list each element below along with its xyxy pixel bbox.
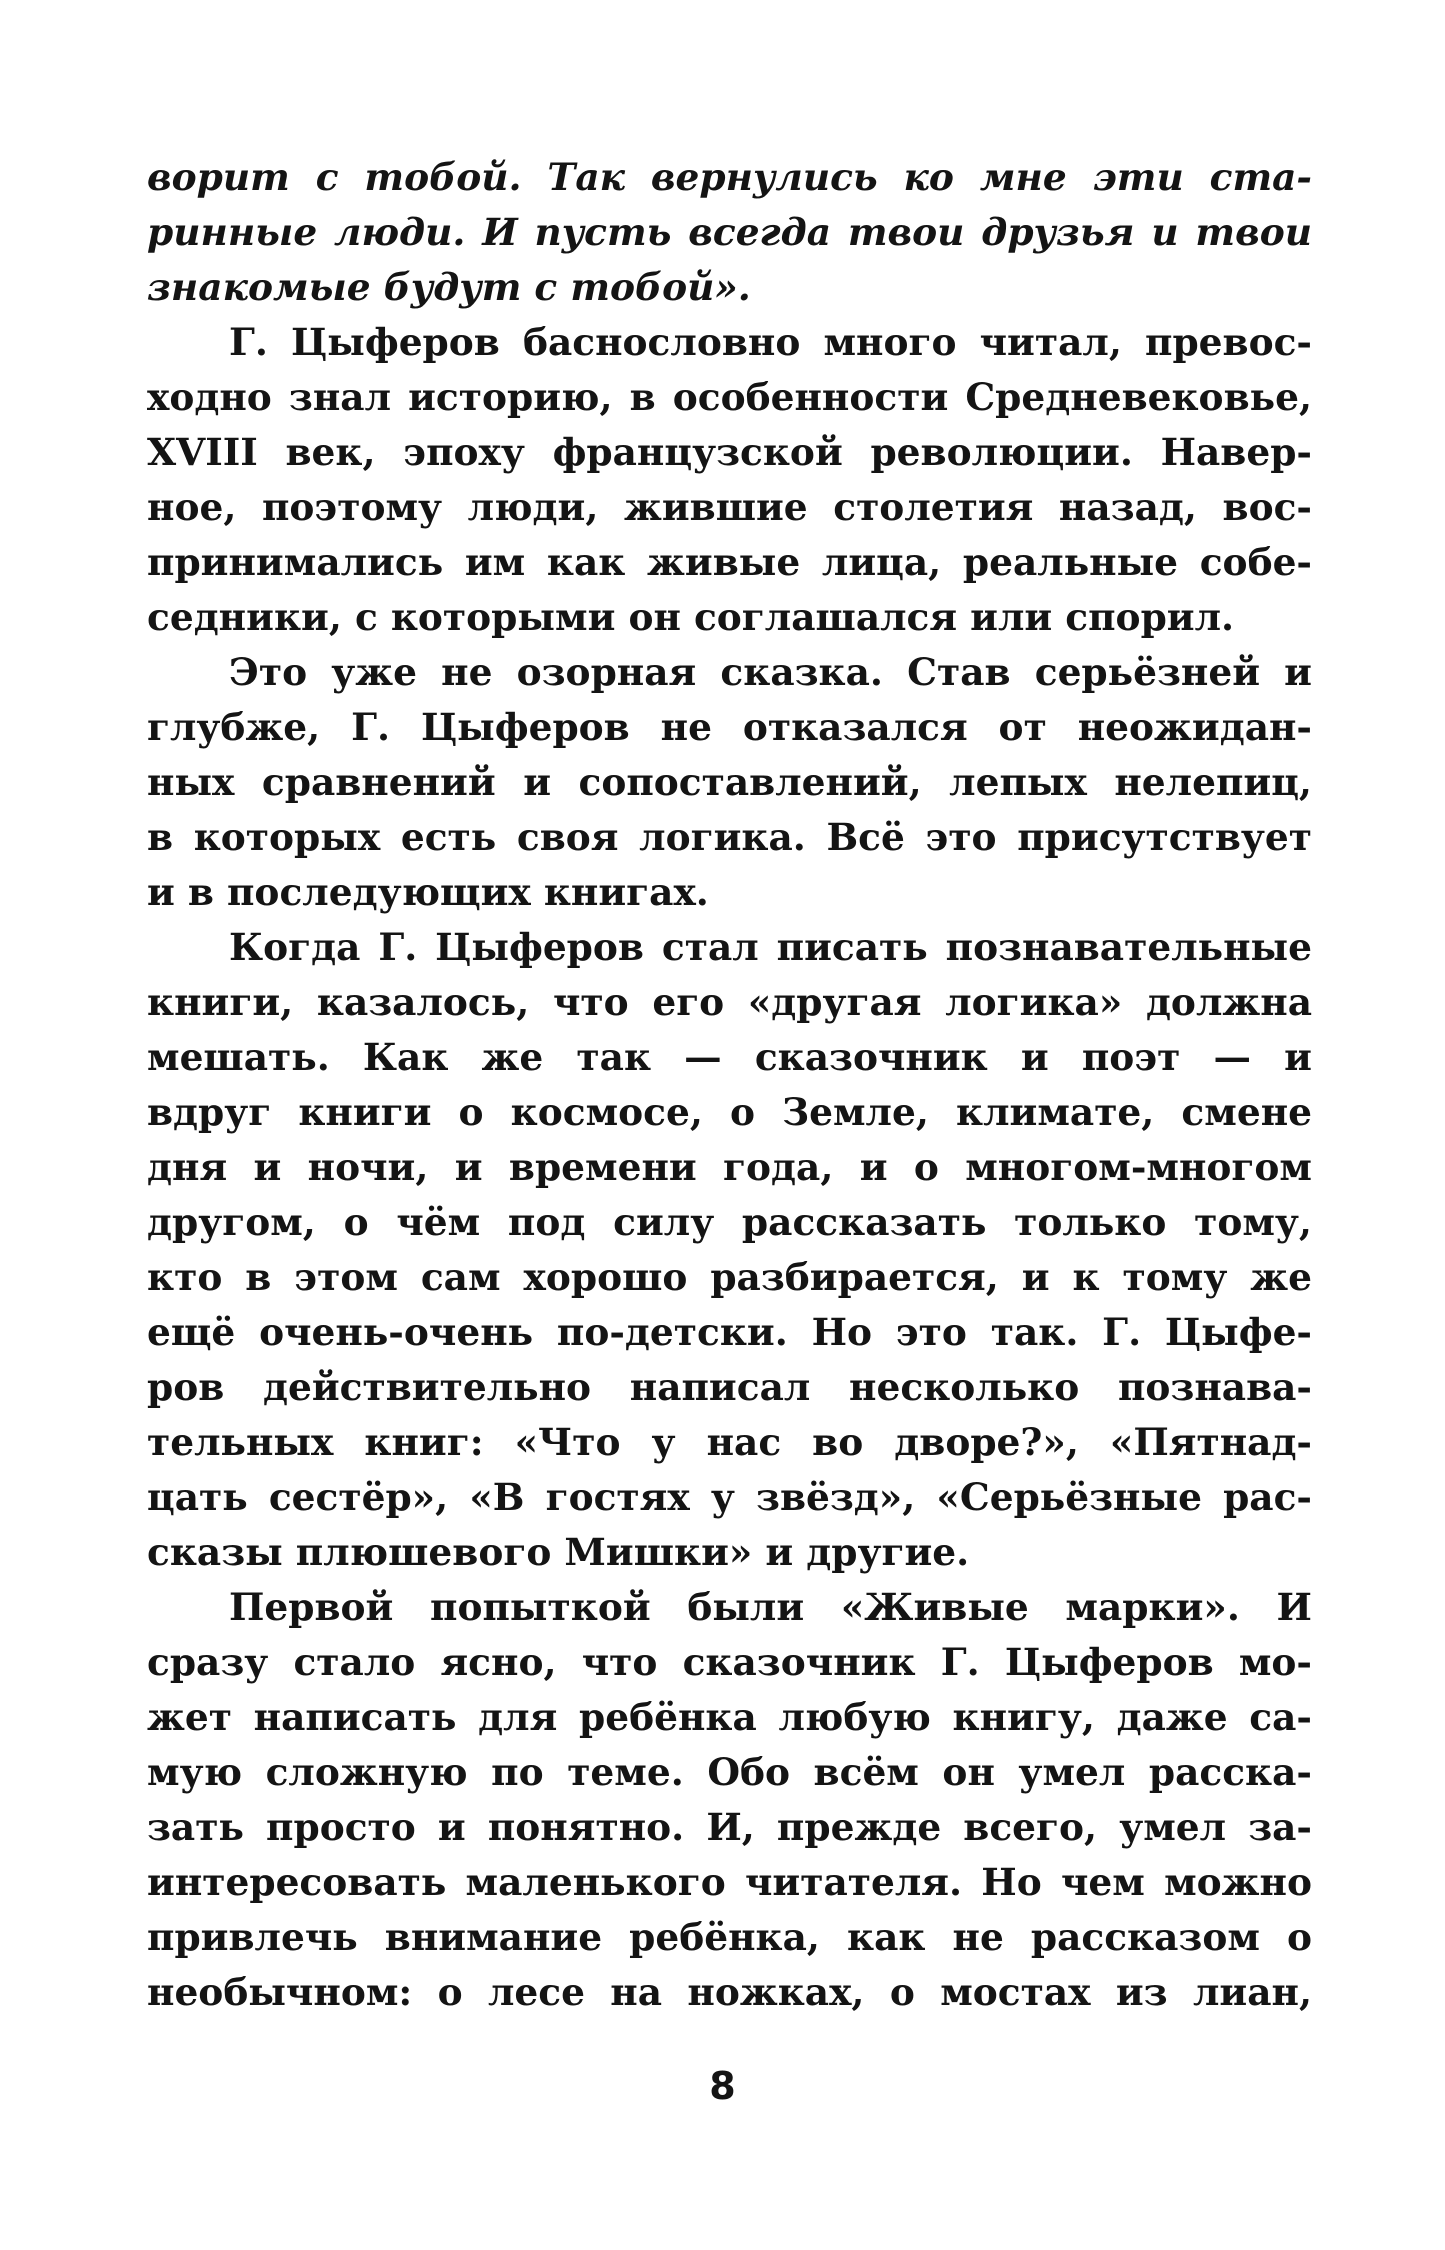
text-line: Когда Г. Цыферов стал писать познавательные <box>229 925 1312 969</box>
text-line: ещё очень-очень по-детски. Но это так. Г. Цыфе- <box>147 1310 1312 1354</box>
text-line: ворит с тобой. Так вернулись ко мне эти ста- <box>147 155 1312 199</box>
text-line: ходно знал историю, в особенности Средневековье, <box>147 375 1312 419</box>
text-line: ное, поэтому люди, жившие столетия назад, вос- <box>147 485 1312 529</box>
paragraph <box>147 1580 1312 2020</box>
text-line: жет написать для ребёнка любую книгу, даже са- <box>147 1695 1312 1739</box>
text-line: ринные люди. И пусть всегда твои друзья и твои <box>147 210 1312 254</box>
text-line: ров действительно написал несколько познава- <box>147 1365 1312 1409</box>
text-line: кто в этом сам хорошо разбирается, и к тому же <box>147 1255 1312 1299</box>
text-line: знакомые будут с тобой». <box>147 265 751 309</box>
page-body <box>147 150 1312 2020</box>
text-line: тельных книг: «Что у нас во дворе?», «Пятнад- <box>147 1420 1312 1464</box>
text-line: принимались им как живые лица, реальные собе- <box>147 540 1312 584</box>
text-line: Первой попыткой были «Живые марки». И <box>229 1585 1312 1629</box>
page-number: 8 <box>709 2064 736 2108</box>
text-line: необычном: о лесе на ножках, о мостах из лиан, <box>147 1970 1312 2014</box>
text-line: XVIII век, эпоху французской революции. Навер- <box>147 430 1312 474</box>
paragraph <box>147 920 1312 1580</box>
text-line: ных сравнений и сопоставлений, лепых нелепиц, <box>147 760 1312 804</box>
paragraph <box>147 645 1312 920</box>
text-line: дня и ночи, и времени года, и о многом-многом <box>147 1145 1312 1189</box>
text-line: сразу стало ясно, что сказочник Г. Цыферов мо- <box>147 1640 1312 1684</box>
text-line: вдруг книги о космосе, о Земле, климате, смене <box>147 1090 1312 1134</box>
text-line: Это уже не озорная сказка. Став серьёзней и <box>229 650 1312 694</box>
text-line: мую сложную по теме. Обо всём он умел расска- <box>147 1750 1312 1794</box>
text-line: Г. Цыферов баснословно много читал, превос- <box>229 320 1312 364</box>
text-line: привлечь внимание ребёнка, как не рассказом о <box>147 1915 1312 1959</box>
text-line: цать сестёр», «В гостях у звёзд», «Серьёзные рас- <box>147 1475 1312 1519</box>
text-line: и в последующих книгах. <box>147 870 709 914</box>
text-line: глубже, Г. Цыферов не отказался от неожидан- <box>147 705 1312 749</box>
paragraph <box>147 315 1312 645</box>
text-line: седники, с которыми он соглашался или спорил. <box>147 595 1235 639</box>
text-line: интересовать маленького читателя. Но чем можно <box>147 1860 1312 1904</box>
paragraph-quote <box>147 150 1312 315</box>
text-line: зать просто и понятно. И, прежде всего, умел за- <box>147 1805 1312 1849</box>
text-line: книги, казалось, что его «другая логика» должна <box>147 980 1312 1024</box>
text-line: мешать. Как же так — сказочник и поэт — и <box>147 1035 1312 1079</box>
text-line: сказы плюшевого Мишки» и другие. <box>147 1530 970 1574</box>
text-line: в которых есть своя логика. Всё это присутствует <box>147 815 1312 859</box>
text-line: другом, о чём под силу рассказать только тому, <box>147 1200 1312 1244</box>
